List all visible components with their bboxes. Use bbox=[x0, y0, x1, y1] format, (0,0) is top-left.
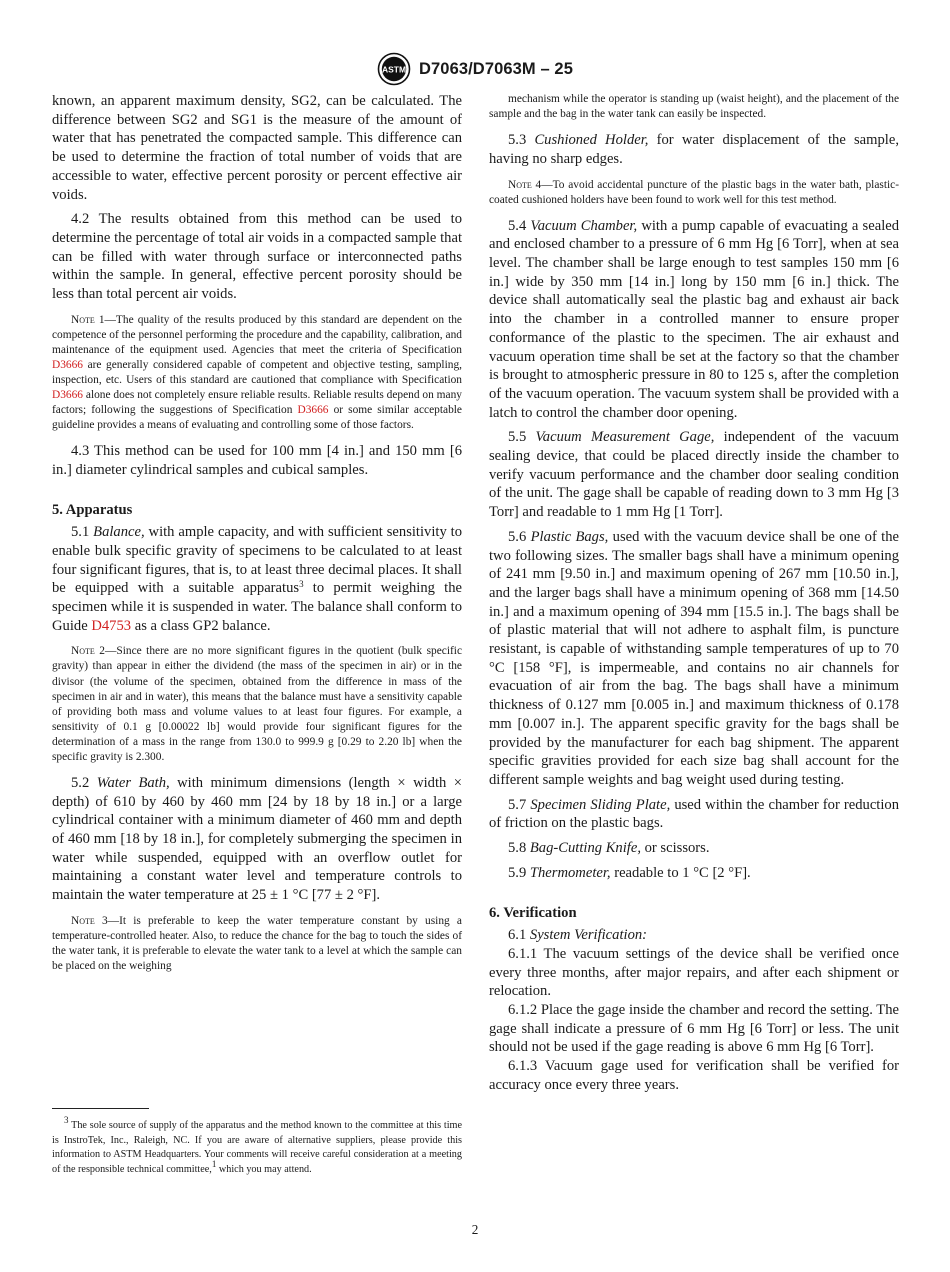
paragraph-6-1-1: 6.1.1 The vacuum settings of the device shall be verified once every three months, after major repairs, and after each shipment or relocation. bbox=[489, 945, 899, 1000]
left-column bbox=[52, 92, 462, 983]
paragraph-5-6: 5.6 Plastic Bags, used with the vacuum device shall be one of the two following sizes. The smaller bags shall have a minimum opening of 241 mm [9.50 in.] and maximum opening of 267 mm [10.50 in.], and the larger bags shall have a minimum opening of 368 mm [14.50 in.] and a maximum opening of 394 mm [15.5 in.]. The bags shall be of plastic material that will not adhere to asphalt film, is puncture resistant, is capable of withstanding sample temperatures of up to 70 °C [158 °F], is impermeable, and contains no air channels for evacuation of air from the bag. The bags shall have a minimum thickness of 0.127 mm [0.005 in.] and maximum thickness of 0.178 mm [0.007 in.]. The apparent specific gravity for the bags shall be provided by the manufacturer for each bag shipment. The apparent specific gravities provided for each size bag shall account for the different sample weights and bag weight used during testing. bbox=[489, 528, 899, 788]
note-label: Note bbox=[508, 178, 532, 191]
term-water-bath: Water Bath, bbox=[96, 774, 170, 791]
term-system-verification: System Verification: bbox=[529, 927, 648, 944]
paragraph-5-5: 5.5 Vacuum Measurement Gage, independent of the vacuum sealing device, that could be placed directly inside the chamber to verify vacuum performance and the chamber door sealing condition of the unit. The gage shall be capable of reading down to 3 mm Hg [3 Torr] and readable to 1 mm Hg [1 Torr]. bbox=[489, 429, 899, 521]
paragraph-4-1-continued: known, an apparent maximum density, SG2, can be calculated. The difference between SG2 and SG1 is the measure of the amount of water that has penetrated the compacted sample. This difference can be used to determine the fraction of total number of voids that are accessible to water, effective percent porosity or percent effective air voids. bbox=[52, 93, 462, 203]
section-heading-verification: 6. Verification bbox=[489, 904, 577, 921]
paragraph-6-1-3: 6.1.3 Vacuum gage used for verification shall be verified for accuracy once every three years. bbox=[489, 1058, 899, 1093]
note-3: Note 3—It is preferable to keep the water temperature constant by using a temperature-controlled heater. Also, to reduce the chance for the bag to touch the sides of the water tank, it is preferable to elevate the water tank to a level at which the sample can be placed on the weighing bbox=[52, 914, 462, 972]
paragraph-5-9: 5.9 Thermometer, readable to 1 °C [2 °F]. bbox=[508, 864, 751, 881]
astm-logo-icon bbox=[377, 52, 411, 86]
reference-link-d3666[interactable]: D3666 bbox=[52, 388, 84, 401]
section-heading-apparatus: 5. Apparatus bbox=[52, 501, 133, 518]
reference-link-d3666[interactable]: D3666 bbox=[52, 358, 84, 371]
paragraph-5-8: 5.8 Bag-Cutting Knife, or scissors. bbox=[508, 840, 710, 857]
note-label: Note bbox=[71, 914, 95, 927]
note-3-continued: mechanism while the operator is standing up (waist height), and the placement of the sample and the bag in the water tank can easily be inspected. bbox=[489, 93, 899, 121]
note-label: Note bbox=[71, 313, 95, 326]
paragraph-5-1: 5.1 Balance, with ample capacity, and with sufficient sensitivity to enable bulk specific gravity of specimens to be calculated to at least four significant figures, that is, to at least three decimal places. It shall be equipped with a suitable apparatus$^3$ to permit weighing the specimen while it is suspended in water. The balance shall conform to Guide D4753 as a class GP2 balance. bbox=[52, 524, 462, 634]
footnote-3: $^3$ The sole source of supply of the apparatus and the method known to the committee at this time is InstroTek, Inc., Raleigh, NC. If you are aware of alternative suppliers, please provide this information to ASTM Headquarters. Your comments will receive careful consideration at a meeting of the responsible technical committee,$^1$ which you may attend. bbox=[52, 1115, 462, 1175]
note-label: Note bbox=[71, 645, 95, 658]
footnote-marker[interactable]: 1 bbox=[211, 1158, 217, 1169]
paragraph-4-2: 4.2 The results obtained from this method can be used to determine the percentage of total air voids in a compacted sample that can be filled with water through surface or interconnected paths within the sample. In general, effective percent porosity should be less than total percent air voids. bbox=[52, 211, 462, 303]
term-vacuum-measurement-gage: Vacuum Measurement Gage, bbox=[535, 429, 715, 446]
term-vacuum-chamber: Vacuum Chamber, bbox=[530, 217, 638, 234]
page-header bbox=[0, 52, 950, 86]
footnote-marker[interactable]: 3 bbox=[299, 579, 304, 590]
astm-logo-text: ASTM bbox=[381, 64, 407, 75]
paragraph-5-3: 5.3 Cushioned Holder, for water displacement of the sample, having no sharp edges. bbox=[489, 132, 899, 167]
page-number: 2 bbox=[471, 1222, 479, 1237]
paragraph-5-4: 5.4 Vacuum Chamber, with a pump capable of evacuating a sealed and enclosed chamber to a pressure of 6 mm Hg [6 Torr], when at sea level. The chamber shall be large enough to test samples 150 mm [6 in.] wide by 350 mm [14 in.] long by 150 mm [6 in.] thick. The device shall automatically seal the plastic bag and exhaust air back into the chamber in a controlled manner to ensure proper conformance of the plastic to the specimen. The air exhaust and vacuum operation time shall be set at the factory so that the chamber is brought to atmospheric pressure in 80 to 125 s, after the completion of the vacuum operation. The vacuum system shall be provided with a latch to control the chamber door opening. bbox=[489, 217, 900, 421]
paragraph-4-3: 4.3 This method can be used for 100 mm [4 in.] and 150 mm [6 in.] diameter cylindrical samples and cubical samples. bbox=[52, 443, 462, 478]
footnote-number: 3 bbox=[64, 1115, 69, 1125]
term-bag-cutting-knife: Bag-Cutting Knife, bbox=[529, 840, 641, 857]
note-1: Note 1—The quality of the results produced by this standard are dependent on the competence of the personnel performing the procedure and the capability, calibration, and maintenance of the equipment used. Agencies that meet the criteria of Specification D3666 are generally considered capable of competent and objective testing, sampling, inspection, etc. Users of this standard are cautioned that compliance with Specification D3666 alone does not completely ensure reliable results. Reliable results depend on many factors; following the suggestions of Specification D3666 or some similar acceptable guideline provides a means of evaluating and controlling some of those factors. bbox=[52, 313, 462, 432]
term-plastic-bags: Plastic Bags, bbox=[530, 528, 609, 545]
reference-link-d3666[interactable]: D3666 bbox=[297, 404, 329, 417]
term-balance: Balance, bbox=[93, 524, 145, 541]
paragraph-6-1-2: 6.1.2 Place the gage inside the chamber and record the setting. The gage shall indicate a pressure of 6 mm Hg [6 Torr] or less. The unit should not be used if the gage reading is above 6 mm Hg [6 Torr]. bbox=[489, 1002, 899, 1056]
term-thermometer: Thermometer, bbox=[529, 864, 611, 881]
reference-link-d4753[interactable]: D4753 bbox=[91, 617, 132, 634]
note-4: Note 4—To avoid accidental puncture of the plastic bags in the water bath, plastic-coated cushioned holders have been found to work well for this test method. bbox=[489, 178, 899, 206]
term-specimen-sliding-plate: Specimen Sliding Plate, bbox=[530, 796, 671, 813]
term-cushioned-holder: Cushioned Holder, bbox=[534, 132, 649, 149]
footnote-divider bbox=[52, 1108, 149, 1109]
paragraph-5-2: 5.2 Water Bath, with minimum dimensions (length × width × depth) of 610 by 460 by 460 mm [24 by 18 by 18 in.] or a large cylindrical container with a minimum diameter of 460 mm and depth of 460 mm [18 by 18 in.], for completely submerging the specimen in water while suspended, equipped with an overflow outlet for maintaining a constant water level and temperature controls to maintain the water temperature at 25 ± 1 °C [77 ± 2 °F]. bbox=[52, 774, 462, 904]
note-2: Note 2—Since there are no more significant figures in the quotient (bulk specific gravity) than appear in either the dividend (the mass of the specimen in air) or in the divisor (the volume of the specimen, obtained from the difference in mass of the specimen in air and in water), this means that the balance must have a sensitivity capable of providing both mass and volume values to at least four figures. For example, a sensitivity of 0.1 g [0.00022 lb] would provide four significant figures for the determination of a mass in the range from 130.0 to 999.9 g [0.29 to 2.20 lb] when the specific gravity is 2.300. bbox=[52, 645, 462, 763]
standard-designation: D7063/D7063M – 25 bbox=[419, 59, 573, 78]
paragraph-6-1: 6.1 System Verification: bbox=[508, 927, 648, 944]
paragraph-5-7: 5.7 Specimen Sliding Plate, used within the chamber for reduction of friction on the plastic bags. bbox=[489, 796, 900, 832]
right-column bbox=[489, 92, 899, 1095]
